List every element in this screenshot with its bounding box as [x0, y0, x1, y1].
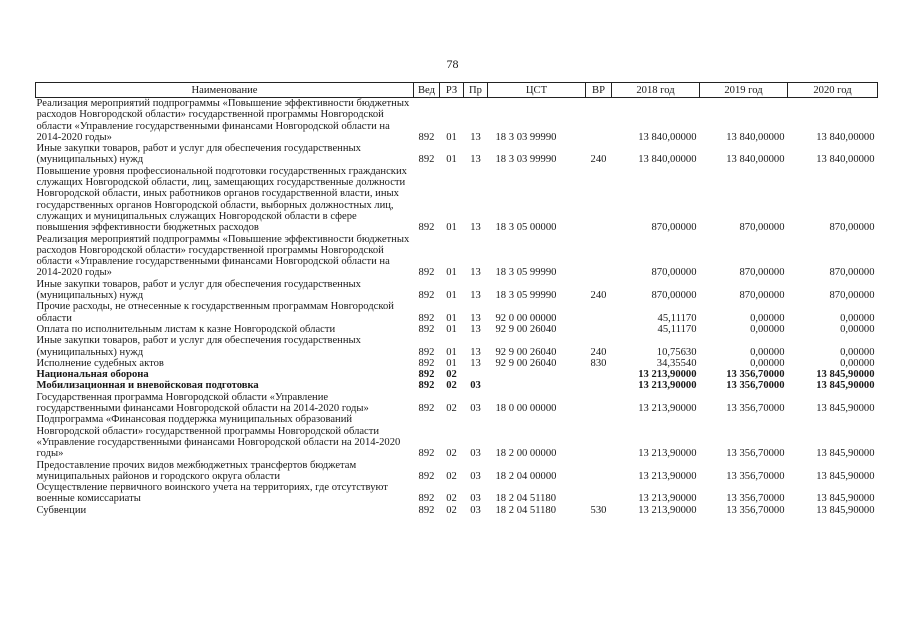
row-name: Повышение уровня профессиональной подготовки государственных гражданских служащих Новгородской области, лиц, замещающих государственные должности Новгородской области, иных работников органов государственной власти, иных государственных органов Новгородской области, выборных должностных лиц, служащих и муниципальных служащих Новгородской области в сфере повышения эффективности бюджетных расходов: [36, 165, 407, 234]
row-2018: 870,00000: [651, 222, 697, 234]
row-pr: 03: [470, 380, 481, 392]
row-name: Оплата по исполнительным листам к казне Новгородской области: [36, 323, 336, 335]
row-vr: [586, 482, 612, 505]
row-rz: 01: [446, 290, 457, 302]
row-2018: 13 213,90000: [638, 369, 697, 381]
row-2020: 13 845,90000: [816, 470, 875, 482]
row-rz: 02: [446, 493, 457, 505]
row-vr: 240: [590, 290, 607, 302]
header-2020: 2020 год: [788, 83, 878, 98]
row-2019: 13 356,70000: [726, 448, 785, 460]
row-ved: 892: [418, 323, 435, 335]
row-name: Осуществление первичного воинского учета на территориях, где отсутствуют военные комиссариаты: [36, 482, 388, 505]
row-2018: 13 213,90000: [638, 380, 697, 392]
row-pr: 03: [470, 448, 481, 460]
row-cst: 92 0 00 00000: [495, 312, 557, 324]
row-vr: [586, 324, 612, 335]
row-pr: 13: [470, 357, 481, 369]
row-pr: 13: [470, 131, 481, 143]
row-rz: 01: [446, 323, 457, 335]
row-cst: 92 9 00 26040: [495, 323, 557, 335]
row-rz: 02: [446, 380, 457, 392]
row-name: Исполнение судебных актов: [36, 357, 164, 369]
row-cst: 18 2 04 51180: [495, 493, 557, 505]
row-ved: 892: [418, 357, 435, 369]
table-body: [36, 98, 878, 516]
row-2020: 0,00000: [840, 346, 875, 358]
row-2018: 870,00000: [651, 290, 697, 302]
row-2019: 0,00000: [750, 323, 785, 335]
row-vr: [586, 414, 612, 459]
row-name: Реализация мероприятий подпрограммы «Повышение эффективности бюджетных расходов Новгородской области» государственной программы Новгородской области «Управление государственными финансами Новгородской области на 2014-2020 годы»: [36, 98, 410, 143]
header-vr: ВР: [586, 83, 612, 98]
row-cst: 18 3 05 99990: [495, 267, 557, 279]
row-2018: 13 213,90000: [638, 493, 697, 505]
row-vr: [586, 369, 612, 380]
row-2018: 13 213,90000: [638, 470, 697, 482]
row-name: Национальная оборона: [36, 369, 149, 381]
row-pr: 13: [470, 267, 481, 279]
row-vr: [586, 380, 612, 391]
row-2020: 13 845,90000: [816, 369, 875, 381]
row-vr: [586, 166, 612, 234]
row-rz: 02: [446, 403, 457, 415]
row-cst: 18 2 00 00000: [495, 448, 557, 460]
row-pr: 13: [470, 290, 481, 302]
row-rz: 01: [446, 357, 457, 369]
row-2019: 13 356,70000: [726, 369, 785, 381]
row-cst: 18 3 03 99990: [495, 131, 557, 143]
row-cst: 18 3 05 00000: [495, 222, 557, 234]
row-pr: 03: [470, 493, 481, 505]
row-name: Прочие расходы, не отнесенные к государственным программам Новгородской области: [36, 301, 394, 324]
row-2019: 13 356,70000: [726, 493, 785, 505]
table-row: [36, 143, 878, 166]
row-ved: 892: [418, 403, 435, 415]
row-2020: 13 845,90000: [816, 493, 875, 505]
row-name: Иные закупки товаров, работ и услуг для обеспечения государственных (муниципальных) нужд: [36, 278, 361, 302]
row-cst: [488, 380, 586, 391]
row-2018: 45,11170: [657, 323, 697, 335]
row-2019: 0,00000: [750, 346, 785, 358]
row-rz: 01: [446, 346, 457, 358]
row-pr: [464, 369, 488, 380]
row-pr: 03: [470, 504, 481, 516]
row-2019: 870,00000: [739, 222, 785, 234]
row-rz: 01: [446, 131, 457, 143]
row-2019: 13 840,00000: [726, 154, 785, 166]
row-2018: 13 840,00000: [638, 131, 697, 143]
row-pr: 13: [470, 346, 481, 358]
row-rz: 01: [446, 267, 457, 279]
row-cst: 18 2 04 00000: [495, 470, 557, 482]
row-vr: [586, 460, 612, 483]
row-vr: [586, 98, 612, 144]
table-row: [36, 98, 878, 144]
row-2018: 870,00000: [651, 267, 697, 279]
row-2020: 13 845,90000: [816, 504, 875, 516]
row-ved: 892: [418, 222, 435, 234]
row-pr: 03: [470, 470, 481, 482]
row-vr: 830: [590, 357, 607, 369]
row-2018: 34,35540: [656, 357, 697, 369]
row-2020: 870,00000: [829, 290, 875, 302]
row-ved: 892: [418, 448, 435, 460]
row-cst: 92 9 00 26040: [495, 346, 557, 358]
row-ved: 892: [418, 346, 435, 358]
row-rz: 01: [446, 312, 457, 324]
row-2019: 870,00000: [739, 290, 785, 302]
row-cst: 92 9 00 26040: [495, 357, 557, 369]
row-2020: 0,00000: [840, 357, 875, 369]
row-2019: 13 356,70000: [726, 470, 785, 482]
row-ved: 892: [418, 154, 435, 166]
row-2019: 13 840,00000: [726, 131, 785, 143]
table-row: [36, 369, 878, 380]
row-rz: 02: [446, 448, 457, 460]
row-ved: 892: [418, 369, 435, 381]
row-name: Субвенции: [36, 504, 87, 516]
table-row: [36, 358, 878, 369]
row-pr: 13: [470, 312, 481, 324]
header-rz: РЗ: [440, 83, 464, 98]
row-ved: 892: [418, 504, 435, 516]
row-rz: 02: [446, 470, 457, 482]
row-2020: 0,00000: [840, 312, 875, 324]
row-2020: 0,00000: [840, 323, 875, 335]
row-cst: 18 0 00 00000: [495, 403, 557, 415]
table-row: [36, 392, 878, 415]
row-2018: 13 840,00000: [638, 154, 697, 166]
table-row: [36, 234, 878, 279]
page-number: 78: [446, 57, 459, 71]
header-2019: 2019 год: [700, 83, 788, 98]
header-pr: Пр: [464, 83, 488, 98]
row-vr: [586, 301, 612, 324]
row-pr: 03: [470, 403, 481, 415]
row-vr: 240: [590, 346, 607, 358]
row-2020: 13 840,00000: [816, 131, 875, 143]
table-row: [36, 505, 878, 516]
row-2018: 13 213,90000: [638, 448, 697, 460]
table-row: [36, 482, 878, 505]
row-pr: 13: [470, 323, 481, 335]
row-cst: 18 3 03 99990: [495, 154, 557, 166]
row-rz: 01: [446, 222, 457, 234]
row-name: Подпрограмма «Финансовая поддержка муниципальных образований Новгородской области» государственной программы Новгородской области «Управление государственными финансами Новгородской области на 2014-2020 годы»: [36, 414, 401, 460]
table-row: [36, 460, 878, 483]
row-2020: 13 845,90000: [816, 448, 875, 460]
table-row: [36, 335, 878, 358]
row-vr: 530: [590, 504, 607, 516]
table-header-row: [36, 83, 878, 98]
row-cst: 18 2 04 51180: [495, 504, 557, 516]
row-ved: 892: [418, 493, 435, 505]
row-2019: 0,00000: [750, 312, 785, 324]
row-2020: 13 840,00000: [816, 154, 875, 166]
row-ved: 892: [418, 312, 435, 324]
row-2019: 870,00000: [739, 267, 785, 279]
table-row: [36, 324, 878, 335]
table-row: [36, 301, 878, 324]
row-name: Государственная программа Новгородской области «Управление государственными финансами Новгородской области на 2014-2020 годы»: [36, 391, 369, 415]
row-vr: [586, 392, 612, 415]
row-2019: 13 356,70000: [726, 403, 785, 415]
row-vr: 240: [590, 154, 607, 166]
row-cst: 18 3 05 99990: [495, 290, 557, 302]
row-vr: [586, 234, 612, 279]
row-ved: 892: [418, 380, 435, 392]
row-2019: 13 356,70000: [726, 504, 785, 516]
table-row: [36, 380, 878, 391]
row-name: Иные закупки товаров, работ и услуг для обеспечения государственных (муниципальных) нужд: [36, 335, 361, 358]
budget-table: [35, 82, 878, 516]
row-name: Реализация мероприятий подпрограммы «Повышение эффективности бюджетных расходов Новгородской области» государственной программы Новгородской области «Управление государственными финансами Новгородской области на 2014-2020 годы»: [36, 233, 410, 279]
table-row: [36, 166, 878, 234]
row-ved: 892: [418, 290, 435, 302]
row-2018: 45,11170: [657, 312, 697, 324]
row-rz: 02: [446, 504, 457, 516]
header-ved: Вед: [414, 83, 440, 98]
row-rz: 01: [446, 154, 457, 166]
table-row: [36, 279, 878, 302]
header-2018: 2018 год: [612, 83, 700, 98]
row-name: Иные закупки товаров, работ и услуг для обеспечения государственных (муниципальных) нужд: [36, 143, 361, 166]
row-2018: 10,75630: [656, 346, 697, 358]
row-ved: 892: [418, 470, 435, 482]
row-rz: 02: [446, 369, 457, 381]
row-2019: 0,00000: [750, 357, 785, 369]
row-2018: 13 213,90000: [638, 504, 697, 516]
row-pr: 13: [470, 222, 481, 234]
row-name: Мобилизационная и вневойсковая подготовка: [36, 380, 259, 392]
row-cst: [488, 369, 586, 380]
row-pr: 13: [470, 154, 481, 166]
table-row: [36, 414, 878, 459]
row-2020: 870,00000: [829, 222, 875, 234]
header-name: Наименование: [36, 83, 414, 98]
row-2020: 13 845,90000: [816, 403, 875, 415]
row-ved: 892: [418, 267, 435, 279]
header-cst: ЦСТ: [488, 83, 586, 98]
row-2020: 13 845,90000: [816, 380, 875, 392]
row-2018: 13 213,90000: [638, 403, 697, 415]
row-2020: 870,00000: [829, 267, 875, 279]
row-ved: 892: [418, 131, 435, 143]
row-2019: 13 356,70000: [726, 380, 785, 392]
row-name: Предоставление прочих видов межбюджетных трансфертов бюджетам муниципальных районов и городского округа области: [36, 459, 357, 482]
